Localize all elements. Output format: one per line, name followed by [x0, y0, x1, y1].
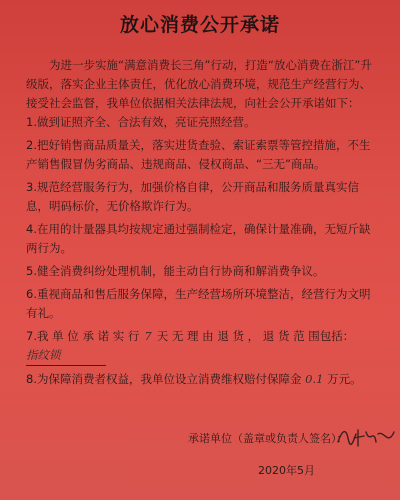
intro-paragraph: 为进一步实施“满意消费长三角”行动，打造“放心消费在浙江”升级版，落实企业主体责任，优化放心消费环境，规范生产经营行为、接受社会监督，我单位依据相关法律法规，向社会公开承诺如下：: [26, 58, 372, 110]
commitment-item-1: 1.做到证照齐全、合法有效，亮证亮照经营。: [26, 115, 256, 129]
item8-amount: 0.1: [305, 372, 324, 386]
item7-scope: 指纹锁: [26, 346, 106, 366]
document-body: [26, 56, 380, 393]
commitment-item-4: 4.在用的计量器具均按规定通过强制检定，确保计量准确，无短斤缺两行为。: [26, 222, 371, 255]
item8-suffix: 万元。: [327, 372, 362, 386]
commitment-item-7: [26, 327, 380, 366]
commitment-item-8: [26, 370, 380, 389]
commitment-item-6: 6.重视商品和售后服务保障，生产经营场所环境整洁，经营行为文明有礼。: [26, 287, 371, 320]
item7-days: 7: [144, 329, 152, 343]
commitment-date: 2020年5月: [258, 464, 315, 477]
item7-prefix: 7.我 单 位 承 诺 实 行: [26, 329, 140, 343]
item7-suffix: 天 无 理 由 退 货 ， 退 货 范 围包括：: [156, 329, 355, 343]
commitment-item-2: 2.把好销售商品质量关，落实进货查验、索证索票等管控措施，不生产销售假冒伪劣商品、违规商品、侵权商品、“三无”商品。: [26, 138, 371, 171]
signer-label: 承诺单位（盖章或负责人签名）：: [188, 432, 348, 445]
handwritten-signature: [336, 424, 396, 450]
item8-prefix: 8.为保障消费者权益，我单位设立消费维权赔付保障金: [26, 372, 302, 386]
commitment-item-3: 3.规范经营服务行为，加强价格自律，公开商品和服务质量真实信息，明码标价，无价格欺诈行为。: [26, 180, 359, 213]
commitment-item-5: 5.健全消费纠纷处理机制，能主动自行协商和解消费争议。: [26, 264, 325, 278]
document-title: 放心消费公开承诺: [119, 14, 280, 36]
